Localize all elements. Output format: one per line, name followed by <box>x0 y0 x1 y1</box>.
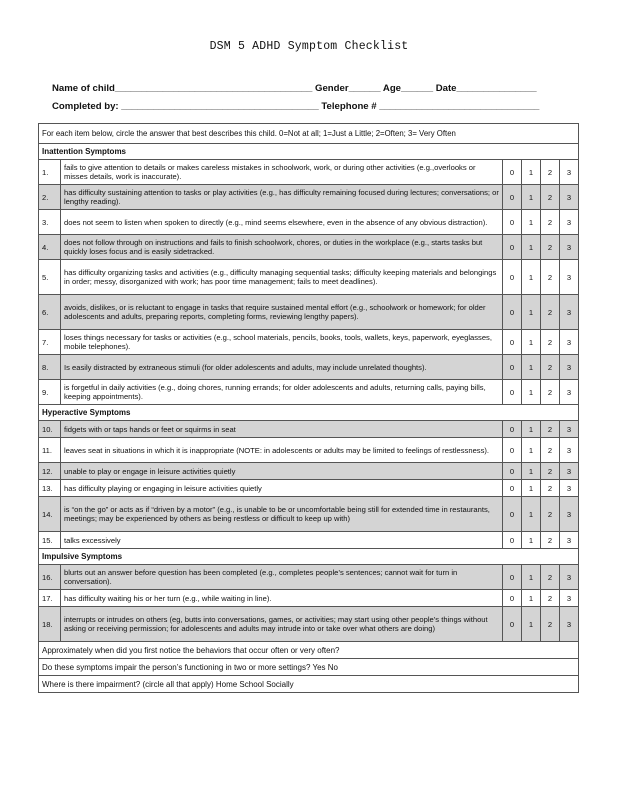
score-option-3[interactable]: 3 <box>559 260 578 295</box>
score-option-3[interactable]: 3 <box>559 380 578 405</box>
score-option-2[interactable]: 2 <box>540 235 559 260</box>
symptom-row <box>39 235 579 260</box>
item-text: leaves seat in situations in which it is inappropriate (NOTE: in adolescents or adults may be limited to feelings of restlessness). <box>61 438 503 463</box>
score-option-1[interactable]: 1 <box>521 330 540 355</box>
score-option-0[interactable]: 0 <box>502 260 521 295</box>
symptom-row <box>39 355 579 380</box>
section-header-row <box>39 405 579 421</box>
instructions: For each item below, circle the answer that best describes this child. 0=Not at all; 1=Just a Little; 2=Often; 3= Very Often <box>39 124 579 144</box>
item-number: 7. <box>39 330 61 355</box>
item-number: 10. <box>39 421 61 438</box>
item-number: 4. <box>39 235 61 260</box>
score-option-0[interactable]: 0 <box>502 235 521 260</box>
item-text: interrupts or intrudes on others (eg, butts into conversations, games, or activities; may start using other people’s things without asking or receiving permission; for adolescents and adults may intrude into or take over what others are doing) <box>61 607 503 642</box>
score-option-3[interactable]: 3 <box>559 532 578 549</box>
score-option-0[interactable]: 0 <box>502 330 521 355</box>
symptom-row <box>39 438 579 463</box>
score-option-2[interactable]: 2 <box>540 607 559 642</box>
score-option-2[interactable]: 2 <box>540 480 559 497</box>
score-option-1[interactable]: 1 <box>521 260 540 295</box>
symptom-row <box>39 210 579 235</box>
symptom-row <box>39 330 579 355</box>
item-number: 14. <box>39 497 61 532</box>
score-option-0[interactable]: 0 <box>502 421 521 438</box>
item-text: does not seem to listen when spoken to directly (e.g., mind seems elsewhere, even in the absence of any obvious distraction). <box>61 210 503 235</box>
score-option-2[interactable]: 2 <box>540 160 559 185</box>
score-option-1[interactable]: 1 <box>521 565 540 590</box>
item-number: 8. <box>39 355 61 380</box>
score-option-1[interactable]: 1 <box>521 590 540 607</box>
item-number: 13. <box>39 480 61 497</box>
score-option-3[interactable]: 3 <box>559 565 578 590</box>
child-info-line: Name of child_____________________________________ Gender______ Age______ Date_______________ <box>52 83 537 94</box>
symptom-row <box>39 421 579 438</box>
symptom-row <box>39 295 579 330</box>
score-option-3[interactable]: 3 <box>559 185 578 210</box>
item-text: does not follow through on instructions and fails to finish schoolwork, chores, or duties in the workplace (e.g., starts tasks but quickly loses focus and is easily sidetracked. <box>61 235 503 260</box>
score-option-3[interactable]: 3 <box>559 590 578 607</box>
score-option-2[interactable]: 2 <box>540 210 559 235</box>
score-option-3[interactable]: 3 <box>559 210 578 235</box>
symptom-row <box>39 497 579 532</box>
score-option-0[interactable]: 0 <box>502 463 521 480</box>
score-option-1[interactable]: 1 <box>521 210 540 235</box>
symptom-checklist-table <box>38 123 579 693</box>
score-option-3[interactable]: 3 <box>559 235 578 260</box>
section-title: Impulsive Symptoms <box>39 549 579 565</box>
score-option-1[interactable]: 1 <box>521 438 540 463</box>
item-text: is “on the go” or acts as if “driven by a motor” (e.g., is unable to be or uncomfortable being still for extended time in restaurants, meetings; may be experienced by others as being restless or difficult to keep up with) <box>61 497 503 532</box>
item-text: talks excessively <box>61 532 503 549</box>
score-option-3[interactable]: 3 <box>559 330 578 355</box>
symptom-row <box>39 565 579 590</box>
item-text: fidgets with or taps hands or feet or squirms in seat <box>61 421 503 438</box>
score-option-1[interactable]: 1 <box>521 185 540 210</box>
score-option-1[interactable]: 1 <box>521 380 540 405</box>
footer-question: Approximately when did you first notice the behaviors that occur often or very often? <box>39 642 579 659</box>
footer-question: Do these symptoms impair the person’s functioning in two or more settings? Yes No <box>39 659 579 676</box>
score-option-1[interactable]: 1 <box>521 532 540 549</box>
score-option-0[interactable]: 0 <box>502 355 521 380</box>
score-option-2[interactable]: 2 <box>540 185 559 210</box>
score-option-2[interactable]: 2 <box>540 565 559 590</box>
score-option-2[interactable]: 2 <box>540 590 559 607</box>
score-option-1[interactable]: 1 <box>521 235 540 260</box>
instructions-row <box>39 124 579 144</box>
symptom-row <box>39 380 579 405</box>
item-number: 9. <box>39 380 61 405</box>
item-number: 18. <box>39 607 61 642</box>
score-option-0[interactable]: 0 <box>502 590 521 607</box>
footer-question-row <box>39 676 579 693</box>
score-option-1[interactable]: 1 <box>521 463 540 480</box>
item-number: 16. <box>39 565 61 590</box>
score-option-2[interactable]: 2 <box>540 497 559 532</box>
score-option-2[interactable]: 2 <box>540 421 559 438</box>
score-option-3[interactable]: 3 <box>559 160 578 185</box>
score-option-1[interactable]: 1 <box>521 607 540 642</box>
symptom-row <box>39 185 579 210</box>
item-text: has difficulty sustaining attention to tasks or play activities (e.g., has difficulty remaining focused during lectures; conversations; or lengthy reading). <box>61 185 503 210</box>
symptom-row <box>39 260 579 295</box>
score-option-3[interactable]: 3 <box>559 607 578 642</box>
score-option-3[interactable]: 3 <box>559 480 578 497</box>
score-option-0[interactable]: 0 <box>502 160 521 185</box>
item-number: 11. <box>39 438 61 463</box>
footer-question-row <box>39 642 579 659</box>
item-text: Is easily distracted by extraneous stimuli (for older adolescents and adults, may include unrelated thoughts). <box>61 355 503 380</box>
symptom-row <box>39 480 579 497</box>
score-option-3[interactable]: 3 <box>559 421 578 438</box>
score-option-0[interactable]: 0 <box>502 497 521 532</box>
score-option-2[interactable]: 2 <box>540 463 559 480</box>
score-option-1[interactable]: 1 <box>521 160 540 185</box>
section-header-row <box>39 549 579 565</box>
symptom-row <box>39 160 579 185</box>
item-text: loses things necessary for tasks or activities (e.g., school materials, pencils, books, tools, wallets, keys, paperwork, eyeglasses, mobile telephones). <box>61 330 503 355</box>
score-option-0[interactable]: 0 <box>502 295 521 330</box>
score-option-0[interactable]: 0 <box>502 565 521 590</box>
score-option-1[interactable]: 1 <box>521 480 540 497</box>
item-number: 6. <box>39 295 61 330</box>
score-option-2[interactable]: 2 <box>540 532 559 549</box>
item-text: avoids, dislikes, or is reluctant to engage in tasks that require sustained mental effort (e.g., schoolwork or homework; for older adolescents and adults, preparing reports, completing forms, reviewing lengthy papers). <box>61 295 503 330</box>
score-option-0[interactable]: 0 <box>502 380 521 405</box>
item-number: 2. <box>39 185 61 210</box>
score-option-3[interactable]: 3 <box>559 497 578 532</box>
score-option-3[interactable]: 3 <box>559 295 578 330</box>
score-option-1[interactable]: 1 <box>521 355 540 380</box>
score-option-3[interactable]: 3 <box>559 438 578 463</box>
score-option-3[interactable]: 3 <box>559 355 578 380</box>
item-number: 3. <box>39 210 61 235</box>
section-title: Inattention Symptoms <box>39 144 579 160</box>
item-text: blurts out an answer before question has been completed (e.g., completes people’s sentences; cannot wait for turn in conversation). <box>61 565 503 590</box>
item-text: has difficulty waiting his or her turn (e.g., while waiting in line). <box>61 590 503 607</box>
symptom-row <box>39 463 579 480</box>
item-text: has difficulty organizing tasks and activities (e.g., difficulty managing sequential tasks; difficulty keeping materials and belongings in order; messy, disorganized with work; has poor time management; fails to meet deadlines). <box>61 260 503 295</box>
item-number: 12. <box>39 463 61 480</box>
score-option-1[interactable]: 1 <box>521 421 540 438</box>
item-number: 5. <box>39 260 61 295</box>
completer-info-line: Completed by: _____________________________________ Telephone # ______________________________ <box>52 101 540 112</box>
score-option-2[interactable]: 2 <box>540 260 559 295</box>
score-option-0[interactable]: 0 <box>502 480 521 497</box>
score-option-2[interactable]: 2 <box>540 438 559 463</box>
score-option-0[interactable]: 0 <box>502 607 521 642</box>
score-option-0[interactable]: 0 <box>502 185 521 210</box>
symptom-row <box>39 590 579 607</box>
score-option-0[interactable]: 0 <box>502 532 521 549</box>
symptom-row <box>39 532 579 549</box>
score-option-1[interactable]: 1 <box>521 497 540 532</box>
footer-question: Where is there impairment? (circle all that apply) Home School Socially <box>39 676 579 693</box>
footer-question-row <box>39 659 579 676</box>
section-title: Hyperactive Symptoms <box>39 405 579 421</box>
item-text: unable to play or engage in leisure activities quietly <box>61 463 503 480</box>
page-title: DSM 5 ADHD Symptom Checklist <box>209 40 409 53</box>
item-text: has difficulty playing or engaging in leisure activities quietly <box>61 480 503 497</box>
item-text: is forgetful in daily activities (e.g., doing chores, running errands; for older adolescents and adults, returning calls, paying bills, keeping appointments). <box>61 380 503 405</box>
item-text: fails to give attention to details or makes careless mistakes in schoolwork, work, or during other activities (e.g.,overlooks or misses details, work is inaccurate). <box>61 160 503 185</box>
score-option-2[interactable]: 2 <box>540 295 559 330</box>
score-option-2[interactable]: 2 <box>540 380 559 405</box>
score-option-2[interactable]: 2 <box>540 355 559 380</box>
score-option-0[interactable]: 0 <box>502 438 521 463</box>
score-option-1[interactable]: 1 <box>521 295 540 330</box>
symptom-row <box>39 607 579 642</box>
item-number: 17. <box>39 590 61 607</box>
score-option-0[interactable]: 0 <box>502 210 521 235</box>
score-option-3[interactable]: 3 <box>559 463 578 480</box>
score-option-2[interactable]: 2 <box>540 330 559 355</box>
item-number: 1. <box>39 160 61 185</box>
section-header-row <box>39 144 579 160</box>
item-number: 15. <box>39 532 61 549</box>
